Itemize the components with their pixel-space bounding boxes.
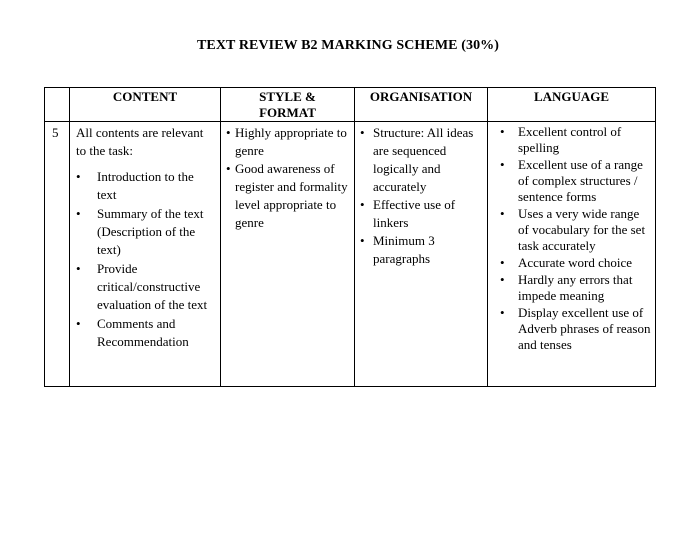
language-list — [492, 124, 651, 353]
style-format-cell — [221, 122, 355, 387]
score-row — [45, 122, 656, 387]
score-cell: 5 — [45, 122, 70, 387]
list-item: • Uses a very wide range of vocabulary for the set task accurately — [500, 206, 646, 253]
list-item: • Summary of the text (Description of the text) — [76, 206, 204, 257]
marking-scheme-table — [44, 87, 656, 387]
list-item: • Effective use of linkers — [360, 197, 456, 230]
list-item: • Introduction to the text — [76, 169, 194, 202]
organisation-list — [360, 124, 484, 268]
language-header: LANGUAGE — [488, 88, 656, 122]
list-item: • Structure: All ideas are sequenced logically and accurately — [360, 125, 474, 194]
header-row — [45, 88, 656, 122]
list-item: • Good awareness of register and formality level appropriate to genre — [226, 161, 348, 230]
list-item: • Provide critical/constructive evaluation of the text — [76, 261, 208, 312]
style-list — [226, 124, 351, 232]
list-item: • Excellent use of a range of complex structures / sentence forms — [500, 157, 643, 204]
content-cell — [70, 122, 221, 387]
style-format-header: STYLE & FORMAT — [221, 88, 355, 122]
document-title: TEXT REVIEW B2 MARKING SCHEME (30%) — [196, 38, 500, 53]
content-intro: All contents are relevant to the task: — [76, 125, 204, 158]
list-item: • Comments and Recommendation — [76, 316, 189, 349]
organisation-header: ORGANISATION — [355, 88, 488, 122]
organisation-cell — [355, 122, 488, 387]
language-cell — [488, 122, 656, 387]
list-item: • Excellent control of spelling — [500, 124, 622, 155]
content-list — [76, 168, 214, 351]
list-item: • Highly appropriate to genre — [226, 125, 347, 158]
list-item: • Minimum 3 paragraphs — [360, 233, 435, 266]
list-item: • Accurate word choice — [500, 255, 633, 270]
score-header — [45, 88, 70, 122]
list-item: • Hardly any errors that impede meaning — [500, 272, 633, 303]
list-item: • Display excellent use of Adverb phrases of reason and tenses — [500, 305, 651, 352]
content-header: CONTENT — [70, 88, 221, 122]
